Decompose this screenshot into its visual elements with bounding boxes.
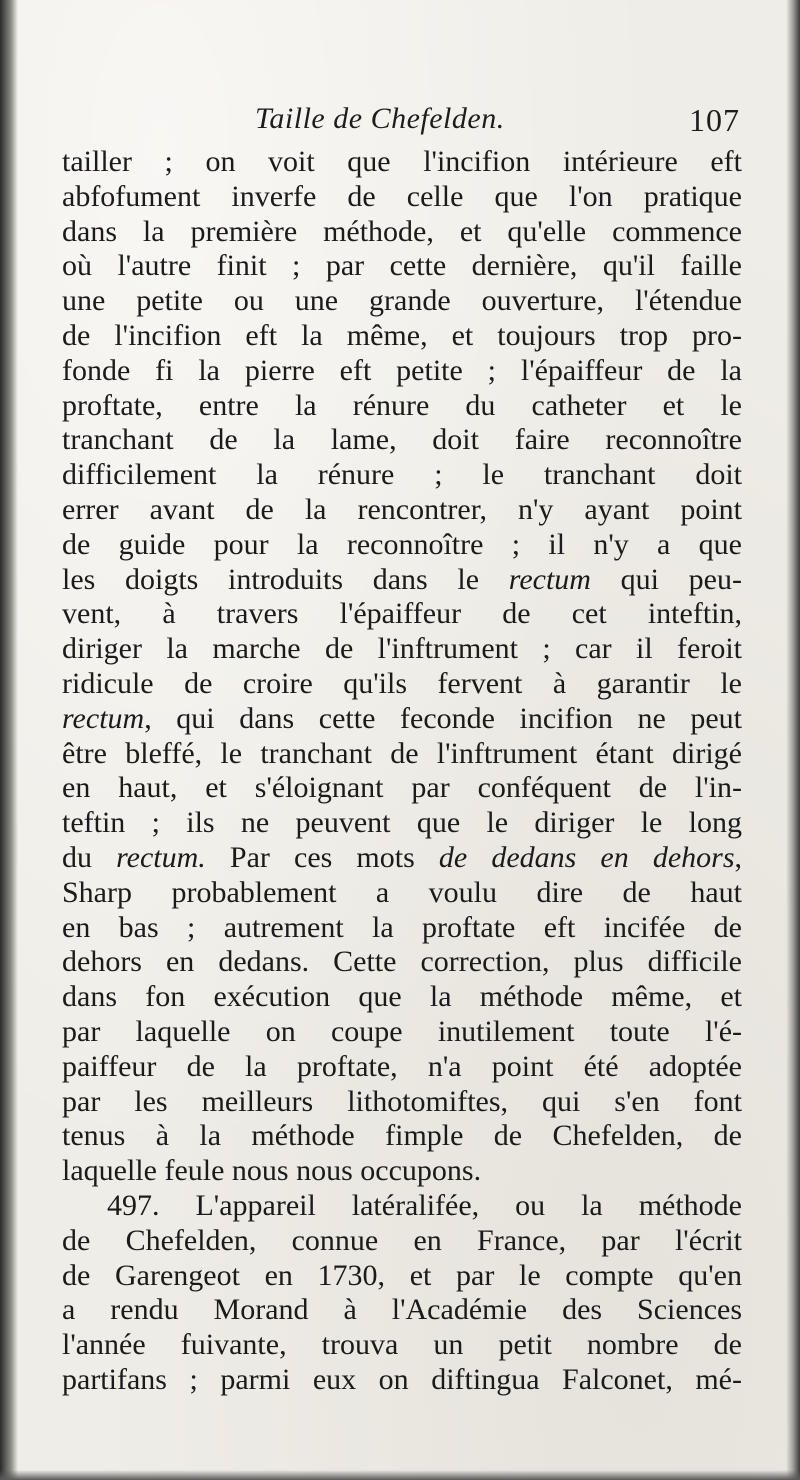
text-line: être bleffé, le tranchant de l'inftrument étant dirigé [62,736,742,770]
text-line: difficilement la rénure ; le tranchant doit [62,458,742,492]
text-line: tailler ; on voit que l'incifion intérieure eft [62,145,742,178]
text-line: où l'autre finit ; par cette dernière, qu'il faille [62,249,742,283]
text-line: a rendu Morand à l'Académie des Sciences [62,1293,742,1327]
text-line: tenus à la méthode fimple de Chefelden, de [62,1119,742,1153]
text-line: dehors en dedans. Cette correction, plus difficile [62,945,742,979]
text-line: de l'incifion eft la même, et toujours trop pro- [62,318,742,352]
text-line: en haut, et s'éloignant par conféquent de l'in- [62,771,742,805]
text-line: teftin ; ils ne peuvent que le diriger le long [62,806,742,840]
text-line: abfofument inverfe de celle que l'on pratique [62,179,742,213]
text-line: de Garengeot en 1730, et par le compte qu'en [62,1258,742,1292]
text-segment: qui peu- [590,562,742,596]
text-line: partifans ; parmi eux on diftingua Falconet, mé- [62,1362,742,1396]
text-line: Sharp probablement a voulu dire de haut [62,875,742,909]
text-line: vent, à travers l'épaiffeur de cet inteftin, [62,597,742,631]
text-line: par laquelle on coupe inutilement toute l'é- [62,1014,742,1048]
text-line: ridicule de croire qu'ils fervent à garantir le [62,666,742,700]
text-line: proftate, entre la rénure du catheter et le [62,388,742,422]
text-segment: les doigts introduits dans le [62,562,509,596]
text-line: de guide pour la reconnoître ; il n'y a que [62,527,742,561]
page-header [60,100,740,140]
text-segment: Par ces mots [205,840,439,874]
text-line: en bas ; autrement la proftate eft incifée de [62,910,742,944]
page-left-edge-shadow [0,0,18,1480]
text-segment: , [734,840,742,874]
text-line: une petite ou une grande ouverture, l'étendue [62,284,742,318]
italic-term: rectum [62,701,145,735]
italic-term: rectum [508,562,591,596]
text-line: paiffeur de la proftate, n'a point été adoptée [62,1049,742,1083]
text-line [62,702,742,737]
text-segment: du [62,840,117,874]
text-line: laquelle feule nous nous occupons. [62,1154,482,1188]
italic-term: de dedans en dehors [438,840,735,874]
text-segment: , qui dans cette feconde incifion ne peut [144,701,742,735]
page-bottom-edge-shadow [0,1470,800,1480]
text-line [62,563,742,598]
text-line: l'année fuivante, trouva un petit nombre de [62,1328,742,1362]
page-right-edge-shadow [786,0,800,1480]
text-line [62,841,742,876]
body-text [62,145,742,1398]
text-line: diriger la marche de l'inftrument ; car il feroit [62,632,742,666]
italic-term: rectum. [116,840,206,874]
text-line: 497. L'appareil latéralifée, ou la méthode [107,1188,742,1222]
text-line: de Chefelden, connue en France, par l'écrit [62,1223,742,1257]
text-line: dans fon exécution que la méthode même, et [62,980,742,1014]
page-number: 107 [689,102,740,138]
text-line: fonde fi la pierre eft petite ; l'épaiffeur de la [62,353,742,387]
running-title: Taille de Chefelden. [255,102,505,135]
text-line: errer avant de la rencontrer, n'y ayant point [62,492,742,526]
text-line: par les meilleurs lithotomiftes, qui s'en font [62,1084,742,1118]
text-line: tranchant de la lame, doit faire reconnoître [62,423,742,457]
text-line: dans la première méthode, et qu'elle commence [62,214,742,248]
